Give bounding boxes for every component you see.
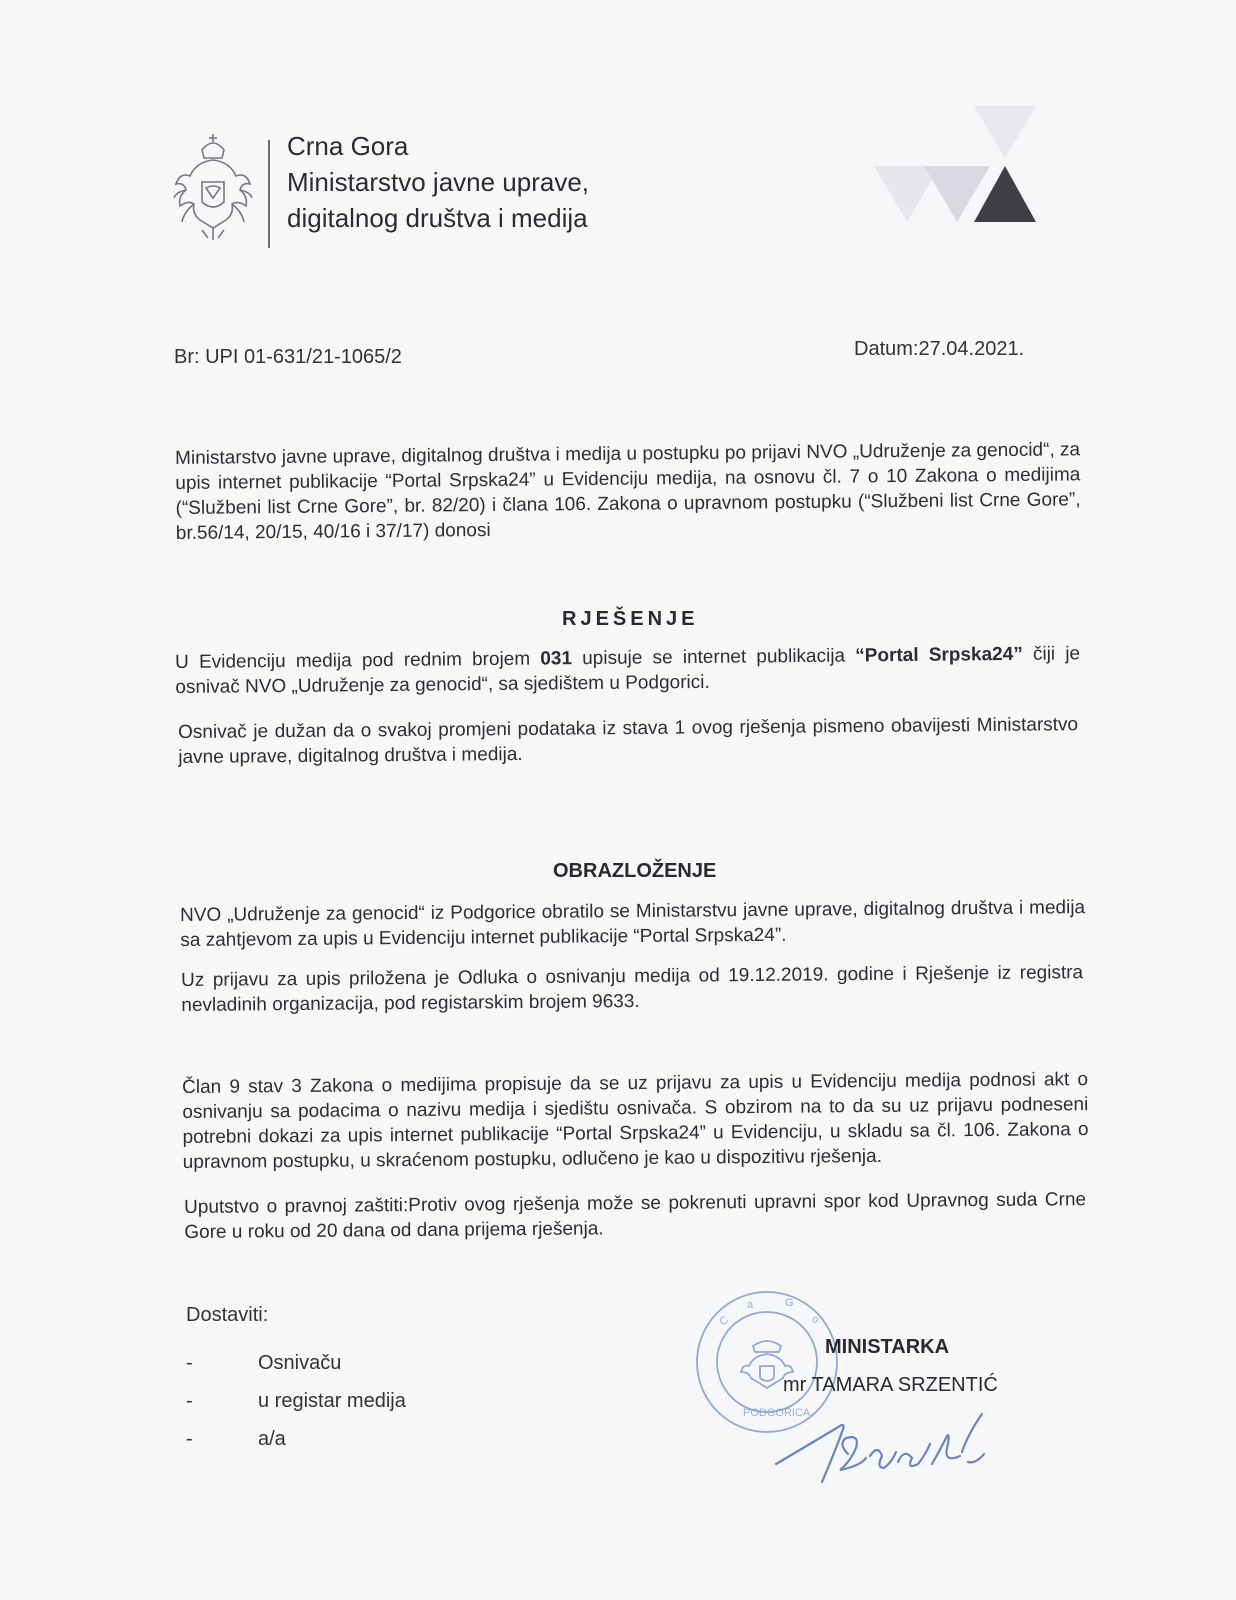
publication-name: “Portal Srpska24” (855, 643, 1023, 667)
decision-heading: RJEŠENJE (562, 608, 699, 630)
delivery-item-text: a/a (258, 1428, 286, 1450)
svg-text:a: a (747, 1299, 754, 1311)
reasoning-paragraph-2 (181, 960, 1083, 1018)
reasoning-text-1: NVO „Udruženje za genocid“ iz Podgorice obratilo se Ministarstvu javne uprave, digitalnog društva i medija sa zahtjevom za upis u Evidenciju internet publikacije “Portal Srpska24”. (180, 897, 1086, 951)
reasoning-text-3: Član 9 stav 3 Zakona o medijima propisuje da se uz prijavu za upis u Evidenciju medija podnosi akt o osnivanju sa podacima o nazivu medija i sjedištu osnivača. S obzirom na to da su uz prijavu podneseni potrebni dokazi za upis internet publikacije “Portal Srpska24” u Evidenciju, u skladu sa čl. 106. Zakona o upravnom postupku, u skraćenom postupku, odlučeno je kao u dispozitivu rješenja. (182, 1069, 1089, 1173)
ministry-logo-triangles-icon (870, 104, 1040, 226)
svg-text:C: C (717, 1313, 732, 1329)
intro-text: Ministarstvo javne uprave, digitalnog društva i medija u postupku po prijavi NVO „Udruženje za genocid“, za upis internet publikacije “Portal Srpska24” u Evidenciju medija, na osnovu čl. 7 o 10 Zakona o medijima (“Službeni list Crne Gore”, br. 82/20) i člana 106. Zakona o upravnom postupku (“Službeni list Crne Gore”, br.56/14, 20/15, 40/16 i 37/17) donosi (175, 439, 1081, 544)
decision-paragraph-2 (178, 712, 1078, 770)
svg-text:G: G (785, 1297, 794, 1309)
decision-text-2: Osnivač je dužan da o svakoj promjeni podataka iz stava 1 ovog rješenja pismeno obavijesti Ministarstvo javne uprave, digitalnog društva i medija. (178, 714, 1079, 768)
reasoning-paragraph-1 (180, 895, 1085, 953)
delivery-item (186, 1344, 406, 1382)
coat-of-arms-icon (172, 132, 254, 242)
org-line-ministry-cont: digitalnog društva i medija (287, 203, 588, 233)
organization-name (287, 128, 589, 236)
delivery-bullet: - (186, 1428, 193, 1450)
legal-remedy-paragraph (184, 1187, 1086, 1245)
decision-text-c: čiji je osnivač NVO „Udruženje za genocid“, sa sjedištem u Podgorici. (175, 643, 1081, 698)
delivery-item-text: Osnivaču (258, 1352, 342, 1374)
delivery-item (186, 1382, 406, 1420)
document-date: Datum:27.04.2021. (854, 338, 1025, 360)
signatory-title: MINISTARKA (825, 1336, 950, 1358)
decision-text-b: upisuje se internet publikacija (571, 645, 856, 670)
delivery-item (186, 1420, 406, 1458)
reasoning-text-2: Uz prijavu za upis priložena je Odluka o osnivanju medija od 19.12.2019. godine i Rješenje iz registra nevladinih organizacija, pod registarskim brojem 9633. (181, 962, 1084, 1016)
registry-number: 031 (540, 648, 573, 670)
decision-paragraph-1 (175, 641, 1080, 700)
svg-text:o: o (809, 1313, 822, 1327)
handwritten-signature-icon (770, 1404, 1000, 1494)
delivery-item-text: u registar medija (258, 1390, 406, 1412)
signatory-name: mr TAMARA SRZENTIĆ (783, 1374, 998, 1396)
delivery-label: Dostaviti: (186, 1304, 269, 1326)
delivery-bullet: - (186, 1390, 193, 1412)
reasoning-heading: OBRAZLOŽENJE (553, 860, 717, 882)
reference-number: Br: UPI 01-631/21-1065/2 (174, 346, 402, 368)
delivery-bullet: - (186, 1352, 193, 1374)
reasoning-paragraph-3 (182, 1067, 1089, 1175)
decision-text-a: U Evidenciju medija pod rednim brojem (175, 648, 541, 673)
intro-paragraph (175, 437, 1081, 546)
delivery-list (186, 1344, 406, 1458)
org-line-country: Crna Gora (287, 131, 409, 161)
org-line-ministry: Ministarstvo javne uprave, (287, 167, 590, 197)
svg-text:PODGORICA: PODGORICA (743, 1407, 811, 1419)
header-divider (268, 140, 270, 248)
legal-remedy-text: Uputstvo o pravnoj zaštiti:Protiv ovog rješenja može se pokrenuti upravni spor kod Upravnog suda Crne Gore u roku od 20 dana od dana prijema rješenja. (184, 1189, 1087, 1243)
